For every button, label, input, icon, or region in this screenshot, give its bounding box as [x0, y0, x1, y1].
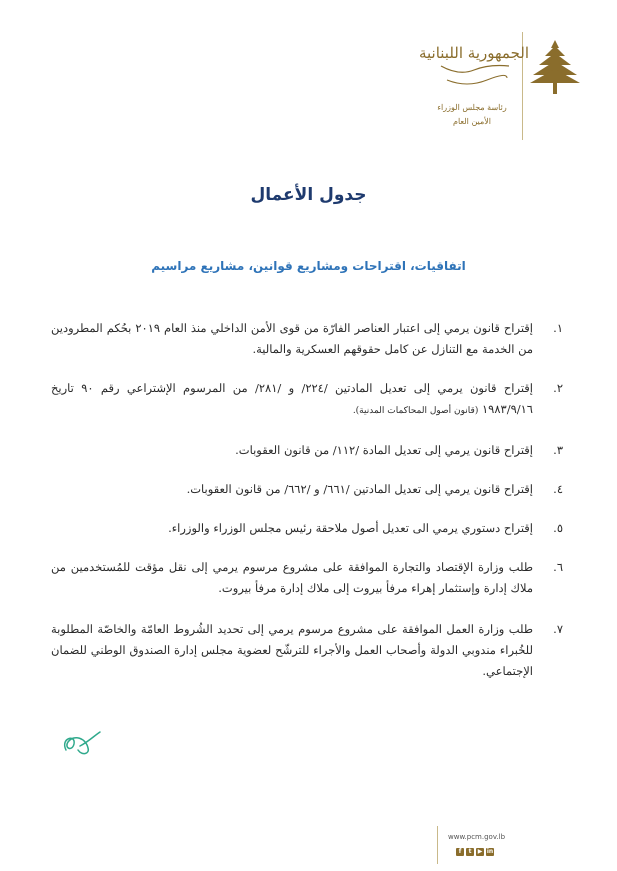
footer-divider	[437, 826, 438, 864]
section-title: اتفاقيات، اقتراحات ومشاريع قوانين، مشاريع مراسيم	[151, 259, 466, 273]
linkedin-icon[interactable]: in	[486, 848, 494, 855]
item-number: ٥.	[553, 521, 563, 535]
item-text: إقتراح قانون يرمي إلى تعديل المادتين /٢٢٤/ و /٢٨١/ من المرسوم الإشتراعي رقم ٩٠ تاريخ ١٩٨٣/٩/١٦	[51, 381, 533, 416]
agenda-item-4	[51, 479, 563, 500]
item-number: ٣.	[553, 443, 563, 457]
item-note: (قانون أصول المحاكمات المدنية).	[352, 406, 479, 416]
agenda-item-1	[51, 318, 563, 360]
agenda-item-3	[51, 440, 563, 461]
svg-text:الجمهورية اللبنانية: الجمهورية اللبنانية	[418, 44, 530, 62]
facebook-icon[interactable]: f	[456, 848, 464, 856]
agenda-item-7	[51, 619, 563, 682]
item-text: طلب وزارة الإقتصاد والتجارة الموافقة على مشروع مرسوم يرمي إلى نقل مؤقت للمُستخدمين من ملاك إدارة وإستثمار إهراء مرفأ بيروت إلى ملاك إدارة مرفأ بيروت.	[51, 560, 533, 595]
item-number: ١.	[553, 321, 563, 335]
agenda-item-2	[51, 378, 563, 422]
item-text: طلب وزارة العمل الموافقة على مشروع مرسوم يرمي إلى تحديد الشُروط العامّة والخاصّة المطلوبة للخُبراء مندوبي الدولة وأصحاب العمل والأجراء للترشّح لعضوية مجلس إدارة الصندوق الوطني للضمان الإجتماعي.	[51, 622, 533, 678]
social-links	[456, 848, 494, 856]
cedar-icon	[529, 38, 581, 96]
document-title: جدول الأعمال	[250, 185, 367, 205]
youtube-icon[interactable]: ▶	[477, 848, 483, 855]
website-link[interactable]: www.pcm.gov.lb	[448, 833, 506, 841]
item-text: إقتراح قانون يرمي إلى تعديل المادة /١١٢/ من قانون العقوبات.	[235, 443, 533, 457]
office-role: الأمين العام	[452, 117, 492, 126]
office-name: رئاسة مجلس الوزراء	[437, 103, 507, 112]
item-number: ٦.	[553, 560, 563, 574]
agenda-item-6	[51, 557, 563, 599]
agenda-list	[51, 318, 563, 700]
signature	[58, 728, 102, 760]
twitter-icon[interactable]: t	[466, 848, 474, 856]
republic-calligraphy	[418, 32, 530, 94]
item-text: إقتراح قانون يرمي إلى تعديل المادتين /٦٦١/ و /٦٦٢/ من قانون العقوبات.	[186, 482, 533, 496]
letterhead	[418, 28, 581, 148]
agenda-item-5	[51, 518, 563, 539]
item-number: ٢.	[553, 381, 563, 395]
item-number: ٧.	[553, 622, 563, 636]
item-number: ٤.	[553, 482, 563, 496]
item-text: إقتراح قانون يرمي إلى اعتبار العناصر الفارّة من قوى الأمن الداخلي منذ العام ٢٠١٩ بحُكم المطرودين من الخدمة مع التنازل عن كامل حقوقهم العسكرية والمالية.	[51, 321, 533, 356]
item-text: إقتراح دستوري يرمي الى تعديل أصول ملاحقة رئيس مجلس الوزراء والوزراء.	[168, 521, 533, 535]
